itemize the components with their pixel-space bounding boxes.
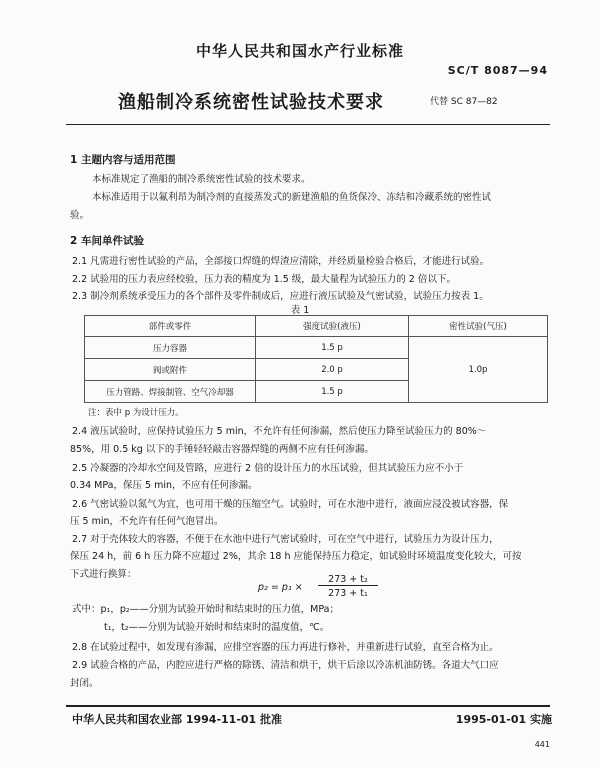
section-2-heading: 2 车间单件试验 (70, 235, 144, 247)
clause-2-1: 2.1 凡需进行密性试验的产品，全部接口焊缝的焊渣应清除，并经质量检验合格后，才能进行试验。 (72, 256, 490, 267)
clause-2-3: 2.3 制冷剂系统承受压力的各个部件及零件制成后，应进行液压试验及气密试验，试验压力按表 1。 (72, 291, 489, 302)
implementation-date: 1995-01-01 实施 (455, 713, 552, 726)
document-title: 渔船制冷系统密性试验技术要求 (118, 92, 384, 113)
clause-2-5: 2.5 冷凝器的冷却水空间及管路，应进行 2 倍的设计压力的水压试验，但其试验压力应不小于 (72, 463, 464, 474)
col-header-strength: 强度试验(液压) (256, 316, 409, 337)
clause-2-4: 2.4 液压试验时，应保持试验压力 5 min，不允许有任何渗漏，然后使压力降至试验压力的 80%～ (72, 426, 487, 437)
clause-2-5-cont: 0.34 MPa，保压 5 min，不应有任何渗漏。 (70, 480, 258, 491)
clause-2-8: 2.8 在试验过程中，如发现有渗漏，应排空容器的压力再进行修补，并重新进行试验，直至合格为止。 (72, 642, 499, 653)
clause-2-6: 2.6 气密试验以氮气为宜，也可用干燥的压缩空气。试验时，可在水池中进行，液面应浸没被试容器，保 (72, 499, 509, 510)
col-header-part: 部件或零件 (85, 316, 256, 337)
cell-strength: 1.5 p (256, 337, 409, 359)
clause-2-7: 2.7 对于壳体较大的容器，不便于在水池中进行气密试验时，可在空气中进行，试验压力为设计压力， (72, 534, 499, 545)
clause-2-4-cont: 85%，用 0.5 kg 以下的手锤轻轻敲击容器焊缝的两侧不应有任何渗漏。 (70, 444, 374, 455)
section-1-paragraph-2: 本标准适用于以氟利昂为制冷剂的直接蒸发式的新建渔船的鱼货保冷、冻结和冷藏系统的密性试 (92, 192, 492, 203)
formula-lhs: p₂ = p₁ × (258, 582, 303, 593)
section-1-paragraph-2-cont: 验。 (70, 210, 90, 221)
formula-numerator: 273 + t₂ (318, 574, 378, 586)
clause-2-9-cont: 封闭。 (70, 678, 99, 689)
clause-2-2: 2.2 试验用的压力表应经校验，压力表的精度为 1.5 级，最大量程为试验压力的 2 倍以下。 (72, 274, 456, 285)
cell-strength: 1.5 p (256, 381, 409, 403)
table-1-note: 注：表中 p 为设计压力。 (88, 408, 184, 418)
table-1 (84, 315, 548, 403)
table-1-caption: 表 1 (290, 305, 310, 316)
standard-body: 中华人民共和国水产行业标准 (195, 42, 404, 60)
cell-part: 压力管路、焊接制管、空气冷却器 (85, 381, 256, 403)
clause-2-9: 2.9 试验合格的产品，内腔应进行严格的除锈、清洁和烘干，烘干后涂以冷冻机油防锈。各道大气口应 (72, 660, 499, 671)
page-number: 441 (534, 740, 550, 749)
clause-2-6-cont: 压 5 min，不允许有任何气泡冒出。 (70, 516, 224, 527)
approval-date: 中华人民共和国农业部 1994-11-01 批准 (72, 713, 283, 726)
replaces-note: 代替 SC 87—82 (430, 97, 498, 107)
table-header-row (85, 316, 548, 337)
col-header-tightness: 密性试验(气压) (409, 316, 548, 337)
formula-where-1: 式中：p₁，p₂——分别为试验开始时和结束时的压力值，MPa； (72, 604, 339, 615)
header-rule (66, 124, 550, 125)
footer-rule (66, 705, 550, 707)
standard-code: SC/T 8087—94 (447, 64, 548, 77)
formula-where-2: t₁，t₂——分别为试验开始时和结束时的温度值，℃。 (104, 622, 330, 633)
section-1-heading: 1 主题内容与适用范围 (70, 154, 176, 166)
cell-strength: 2.0 p (256, 359, 409, 381)
section-1-paragraph-1: 本标准规定了渔船的制冷系统密性试验的技术要求。 (92, 174, 311, 185)
cell-part: 阀或附件 (85, 359, 256, 381)
clause-2-7-cont: 保压 24 h，前 6 h 压力降不应超过 2%，其余 18 h 应能保持压力稳定，如试验时环境温度变化较大，可按 (70, 551, 522, 562)
formula-denominator: 273 + t₁ (328, 588, 368, 599)
cell-tightness: 1.0p (409, 337, 548, 403)
table-row (85, 337, 548, 359)
cell-part: 压力容器 (85, 337, 256, 359)
clause-2-7-cont-2: 下式进行换算： (70, 569, 137, 580)
